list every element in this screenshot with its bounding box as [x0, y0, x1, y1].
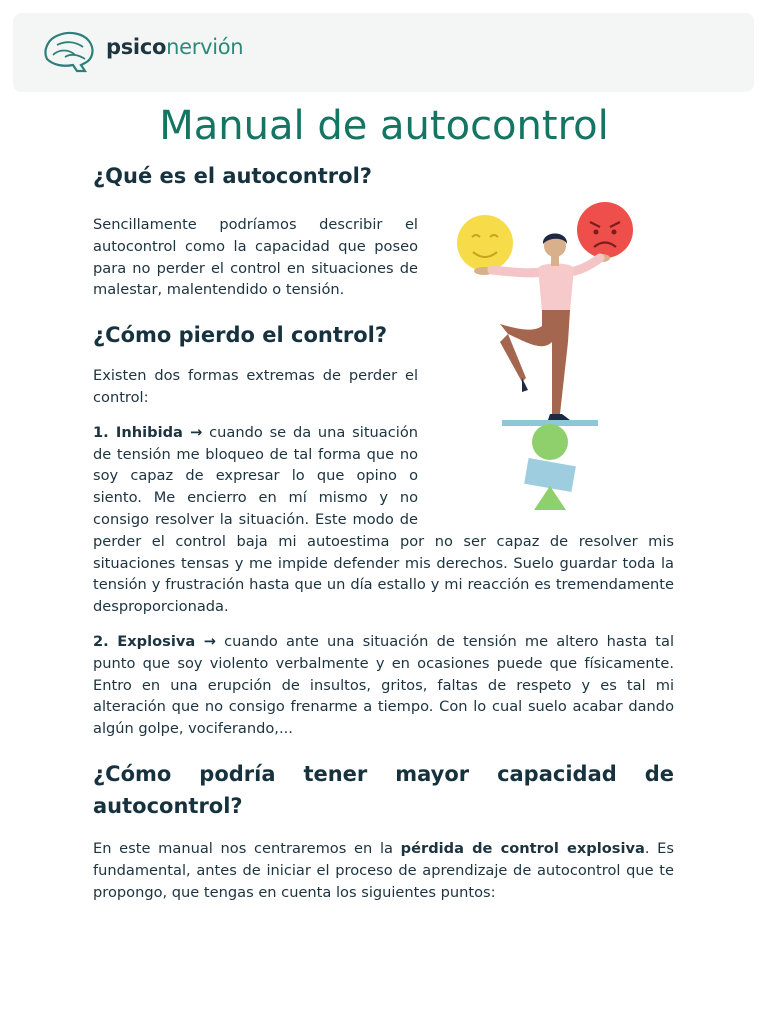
label-explosive: 2. Explosiva →: [93, 632, 217, 650]
document-body: [93, 160, 674, 903]
angry-face-icon: [577, 202, 633, 258]
paragraph-definition: Sencillamente podríamos describir el autocontrol como la capacidad que poseo para no perder el control en situaciones de malestar, malentendido o tensión.: [93, 216, 418, 299]
section-heading-how-lose: ¿Cómo pierdo el control?: [93, 323, 388, 348]
paragraph-explosive: 2. Explosiva → cuando ante una situación de tensión me altero hasta tal punto que soy violento verbalmente y en ocasiones puede que físicamente. Entro en una erupción de insultos, gritos, faltas de respeto y es tal mi alteración que no consigo frenarme a tiempo. Con lo cual suelo acabar dando algún golpe, vociferando,...: [93, 632, 675, 738]
label-inhibited: 1. Inhibida →: [93, 423, 203, 441]
page-title: Manual de autocontrol: [159, 103, 609, 149]
brand-name: psiconervión: [106, 35, 244, 59]
section-heading-how-improve: ¿Cómo podría tener mayor capacidad de autocontrol?: [93, 761, 674, 818]
happy-face-icon: [457, 215, 513, 271]
paragraph-manual-focus: En este manual nos centraremos en la pérdida de control explosiva. Es fundamental, antes de iniciar el proceso de aprendizaje de autocontrol que te propongo, que tengas en cuenta los siguientes puntos:: [93, 839, 674, 901]
paragraph-inhibited: 1. Inhibida → cuando se da una situación de tensión me bloqueo de tal forma que no soy capaz de expresar lo que opino o siento. Me encierro en mí mismo y no consigo resolver la situación. Este modo de perder el control baja mi autoestima por no ser capaz de resolver mis situaciones tensas y me impide defender mis derechos. Suelo guardar toda la tensión y frustración hasta que un día estallo y mi reacción es tremendamente desproporcionada.: [93, 423, 674, 616]
brain-logo-icon: [41, 29, 97, 75]
paragraph-intro: Existen dos formas extremas de perder el control:: [93, 367, 418, 406]
balance-emotions-illustration: [430, 192, 674, 512]
header-bar: [13, 13, 754, 92]
section-heading-what-is: ¿Qué es el autocontrol?: [93, 164, 372, 188]
